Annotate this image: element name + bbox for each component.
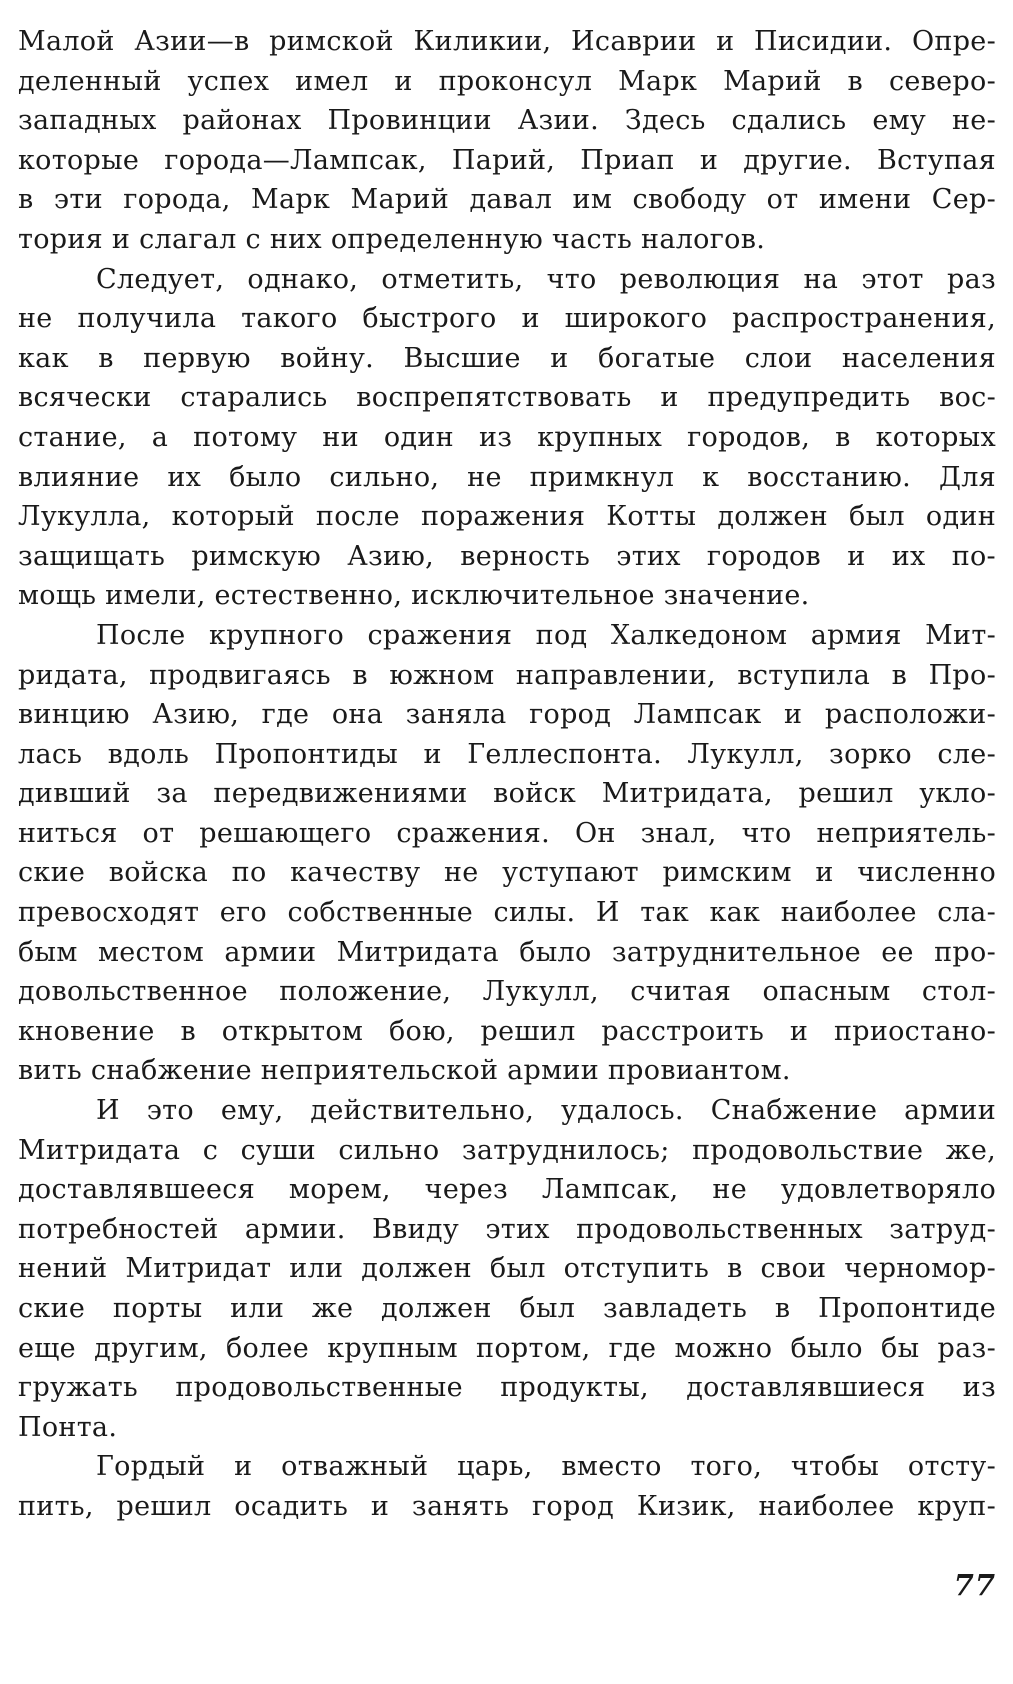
- text-line: ниться от решающего сражения. Он знал, что неприятель-: [18, 817, 996, 849]
- text-line: защищать римскую Азию, верность этих городов и их по-: [18, 540, 996, 572]
- text-line: нений Митридат или должен был отступить в свои черномор-: [18, 1253, 996, 1285]
- text-line: влияние их было сильно, не примкнул к восстанию. Для: [18, 461, 996, 493]
- text-line: превосходят его собственные силы. И так как наиболее сла-: [18, 897, 996, 929]
- text-line: довольственное положение, Лукулл, считая опасным стол-: [18, 976, 996, 1008]
- text-line: Лукулла, который после поражения Котты должен был один: [18, 501, 996, 533]
- text-line: ские войска по качеству не уступают римским и численно: [18, 857, 996, 889]
- text-line: Митридата с суши сильно затруднилось; продовольствие же,: [18, 1134, 996, 1166]
- text-line: лась вдоль Пропонтиды и Геллеспонта. Лукулл, зорко сле-: [18, 738, 996, 770]
- text-line: как в первую войну. Высшие и богатые слои населения: [18, 342, 996, 374]
- text-line: западных районах Провинции Азии. Здесь сдались ему не-: [18, 105, 996, 137]
- text-line: кновение в открытом бою, решил расстроить и приостано-: [18, 1015, 996, 1047]
- text-line: доставлявшееся морем, через Лампсак, не удовлетворяло: [18, 1174, 996, 1206]
- body-text: [18, 22, 996, 1527]
- paragraph-start-line: После крупного сражения под Халкедоном армия Мит-: [96, 619, 996, 651]
- text-line: мощь имели, естественно, исключительное значение.: [18, 580, 810, 612]
- text-line: ридата, продвигаясь в южном направлении, вступила в Про-: [18, 659, 996, 691]
- paragraph-start-line: И это ему, действительно, удалось. Снабжение армии: [96, 1095, 996, 1127]
- text-line: еще другим, более крупным портом, где можно было бы раз-: [18, 1332, 996, 1364]
- text-line: всячески старались воспрепятствовать и предупредить вос-: [18, 382, 996, 414]
- text-line: бым местом армии Митридата было затруднительное ее про-: [18, 936, 996, 968]
- page-number: 77: [953, 1568, 996, 1602]
- text-line: винцию Азию, где она заняла город Лампсак и расположи-: [18, 699, 996, 731]
- text-line: не получила такого быстрого и широкого распространения,: [18, 303, 996, 335]
- book-page: [18, 22, 996, 1662]
- text-line: деленный успех имел и проконсул Марк Марий в северо-: [18, 65, 996, 97]
- paragraph-start-line: Следует, однако, отметить, что революция на этот раз: [96, 263, 996, 295]
- text-line: пить, решил осадить и занять город Кизик, наиболее круп-: [18, 1490, 996, 1522]
- text-line: потребностей армии. Ввиду этих продовольственных затруд-: [18, 1213, 996, 1245]
- text-line: Понта.: [18, 1411, 118, 1443]
- text-line: Малой Азии—в римской Киликии, Исаврии и Писидии. Опре-: [18, 26, 996, 57]
- text-line: вить снабжение неприятельской армии провиантом.: [18, 1055, 791, 1087]
- text-line: гружать продовольственные продукты, доставлявшиеся из: [18, 1372, 996, 1404]
- text-line: ские порты или же должен был завладеть в Пропонтиде: [18, 1293, 996, 1324]
- text-line: тория и слагал с них определенную часть налогов.: [18, 223, 766, 255]
- text-line: в эти города, Марк Марий давал им свободу от имени Сер-: [18, 184, 996, 216]
- text-line: дивший за передвижениями войск Митридата, решил укло-: [18, 778, 996, 810]
- text-line: стание, а потому ни один из крупных городов, в которых: [18, 421, 996, 453]
- text-line: которые города—Лампсак, Парий, Приап и другие. Вступая: [18, 144, 996, 176]
- paragraph-start-line: Гордый и отважный царь, вместо того, чтобы отсту-: [96, 1451, 996, 1483]
